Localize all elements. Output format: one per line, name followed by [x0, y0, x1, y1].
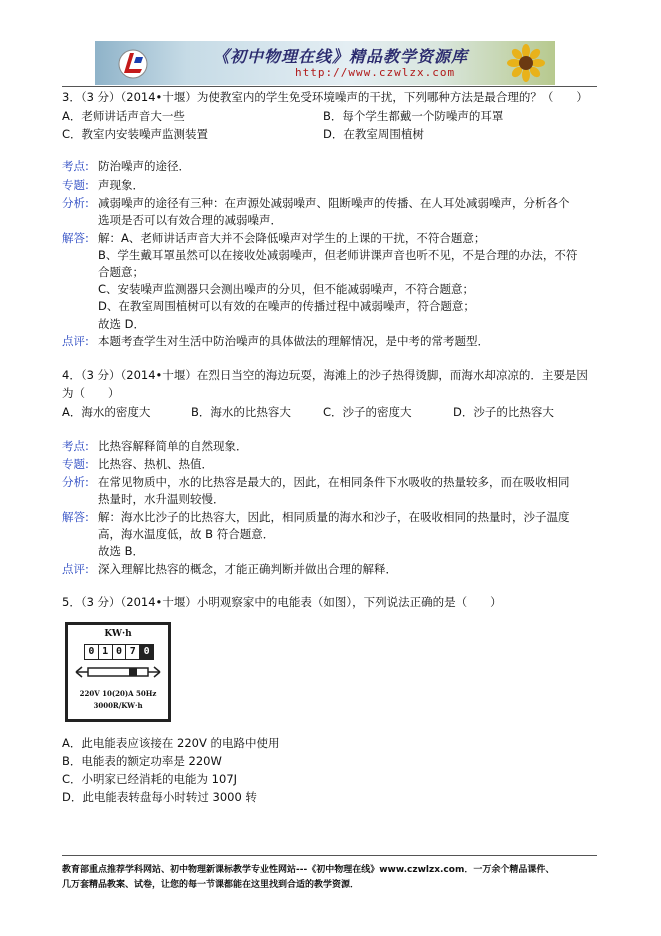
q5-option-d: D．此电能表转盘每小时转过 3000 转 — [62, 790, 257, 804]
q3-jieda-line: C、安装噪声监测器只会测出噪声的分贝，但不能减弱噪声，不符合题意； — [98, 282, 475, 296]
q3-dianping-label: 点评: — [62, 334, 89, 348]
q3-jieda-label: 解答: — [62, 231, 89, 245]
q3-fenxi-line: 减弱噪声的途径有三种：在声源处减弱噪声、阻断噪声的传播、在人耳处减弱噪声，分析各个 — [98, 196, 570, 210]
q4-fenxi-line: 在常见物质中，水的比热容是最大的，因此，在相同条件下水吸收的热量较多，而在吸收相同 — [98, 475, 570, 489]
q4-option-c: C．沙子的密度大 — [323, 405, 412, 419]
meter-digit: 0 — [140, 645, 153, 659]
q4-kaodian: 比热容解释简单的自然现象． — [98, 439, 248, 453]
meter-reading — [84, 644, 154, 660]
q3-jieda-line: 故选 D． — [98, 317, 146, 331]
meter-disk-icon — [74, 665, 162, 679]
q3-jieda-line: B、学生戴耳罩虽然可以在接收处减弱噪声，但老师讲课声音也听不见，不是合理的办法，不符 — [98, 248, 578, 262]
q4-dianping: 深入理解比热容的概念，才能正确判断并做出合理的解释． — [98, 562, 397, 576]
banner-title: 《初中物理在线》精品教学资源库 — [213, 47, 469, 66]
q5-option-b: B．电能表的额定功率是 220W — [62, 754, 222, 768]
energy-meter-figure — [65, 622, 171, 722]
q5-stem: 5．（3 分）（2014•十堰）小明观察家中的电能表（如图），下列说法正确的是（ ） — [62, 595, 502, 609]
q4-option-b: B．海水的比热容大 — [191, 405, 291, 419]
q4-stem-line: 为（ ） — [62, 386, 120, 400]
q4-zhuanti-label: 专题: — [62, 457, 89, 471]
q4-dianping-label: 点评: — [62, 562, 89, 576]
q3-jieda-line: D、在教室周围植树可以有效的在噪声的传播过程中减弱噪声，符合题意； — [98, 299, 475, 313]
q4-fenxi-label: 分析: — [62, 475, 89, 489]
q3-kaodian: 防治噪声的途径． — [98, 159, 190, 173]
q4-stem-line: 4．（3 分）（2014•十堰）在烈日当空的海边玩耍，海滩上的沙子热得烫脚，而海水却凉凉的．主要是因 — [62, 368, 588, 382]
meter-spec-line: 3000R/KW·h — [93, 701, 143, 710]
q4-fenxi-line: 热量时，水升温则较慢． — [98, 492, 225, 506]
footer-line: 几万套精品教案、试卷，让您的每一节课都能在这里找到合适的教学资源． — [62, 880, 360, 890]
q3-option-d: D．在教室周围植树 — [323, 127, 424, 141]
q3-zhuanti-label: 专题: — [62, 178, 89, 192]
header-divider — [62, 86, 597, 87]
q3-stem: 3．（3 分）（2014•十堰）为使教室内的学生免受环境噪声的干扰，下列哪种方法是最合理的？（ ） — [62, 90, 588, 104]
q4-option-a: A．海水的密度大 — [62, 405, 151, 419]
meter-digit: 0 — [85, 645, 99, 659]
footer-divider — [62, 855, 597, 856]
meter-unit: KW·h — [104, 629, 132, 639]
q3-option-c: C．教室内安装噪声监测装置 — [62, 127, 209, 141]
footer-line: 教育部重点推荐学科网站、初中物理新课标教学专业性网站---《初中物理在线》www.czwlzx.com．一万余个精品课件、 — [62, 865, 555, 875]
q3-option-b: B．每个学生都戴一个防噪声的耳罩 — [323, 109, 504, 123]
q4-jieda-line: 故选 B． — [98, 544, 145, 558]
sunflower-icon — [501, 43, 551, 83]
q3-dianping: 本题考查学生对生活中防治噪声的具体做法的理解情况，是中考的常考题型． — [98, 334, 489, 348]
meter-digit: 1 — [99, 645, 113, 659]
q4-jieda-label: 解答: — [62, 510, 89, 524]
q4-jieda-line: 解：海水比沙子的比热容大，因此，相同质量的海水和沙子，在吸收相同的热量时，沙子温度 — [98, 510, 570, 524]
q3-kaodian-label: 考点: — [62, 159, 89, 173]
meter-digit: 7 — [126, 645, 140, 659]
q4-option-d: D．沙子的比热容大 — [453, 405, 554, 419]
q3-jieda-line: 解：A、老师讲话声音大并不会降低噪声对学生的上课的干扰，不符合题意； — [98, 231, 486, 245]
site-logo-icon — [115, 47, 151, 79]
q3-fenxi-line: 选项是否可以有效合理的减弱噪声． — [98, 213, 282, 227]
q3-zhuanti: 声现象． — [98, 178, 144, 192]
header-banner — [95, 41, 555, 85]
q4-jieda-line: 高，海水温度低，故 B 符合题意． — [98, 527, 275, 541]
meter-spec-line: 220V 10(20)A 50Hz — [79, 689, 157, 698]
q4-kaodian-label: 考点: — [62, 439, 89, 453]
q3-jieda-line: 合题意； — [98, 265, 144, 279]
meter-digit: 0 — [113, 645, 127, 659]
q4-zhuanti: 比热容、热机、热值． — [98, 457, 213, 471]
banner-url: http://www.czwlzx.com — [295, 66, 456, 79]
q5-option-a: A．此电能表应该接在 220V 的电路中使用 — [62, 736, 280, 750]
q3-option-a: A．老师讲话声音大一些 — [62, 109, 185, 123]
q5-option-c: C．小明家已经消耗的电能为 107J — [62, 772, 238, 786]
q3-fenxi-label: 分析: — [62, 196, 89, 210]
